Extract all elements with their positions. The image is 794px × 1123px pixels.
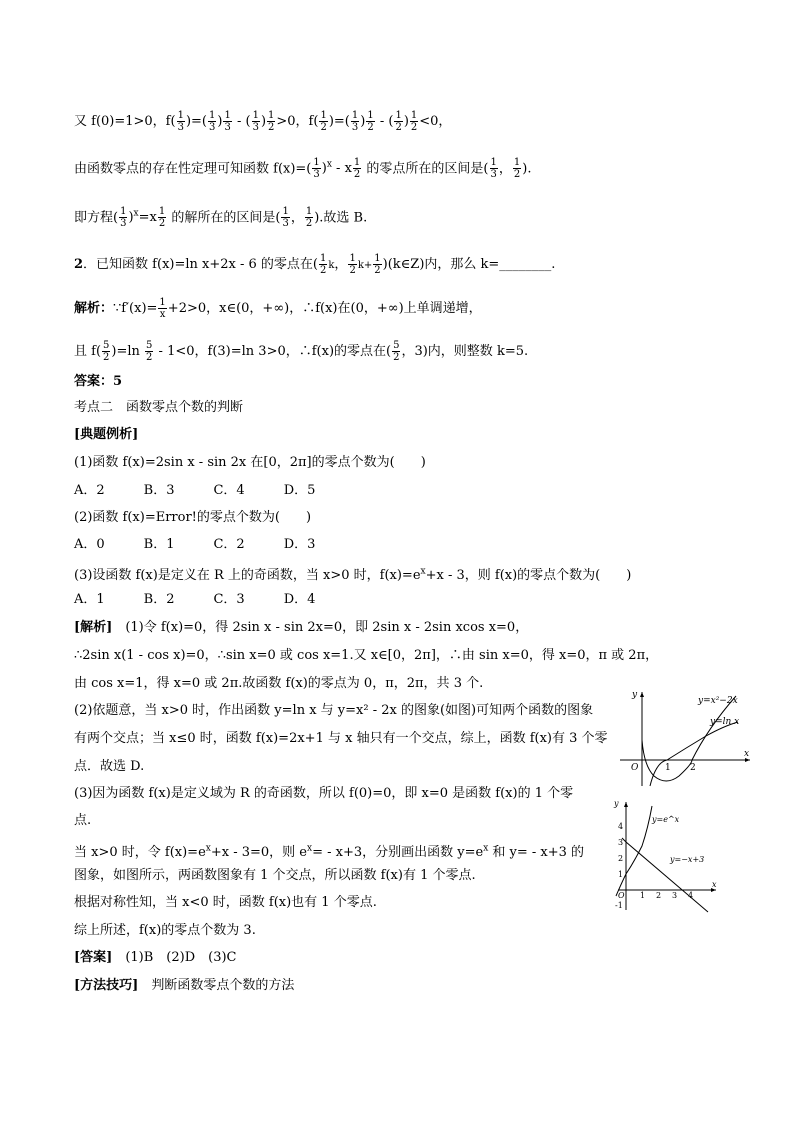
line-curve [626, 842, 708, 912]
ln-curve [650, 722, 738, 786]
text-line-3: 即方程( $\frac{1}{3}$ )$^x$=x $^{\frac{1}{2}}$ 的解所在的区间是( $\frac{1}{3}$ ， $\frac{1}{2}$ ).故选 B. [74, 206, 368, 230]
text-line-22: (3)因为函数 f(x)是定义域为 R 的奇函数，所以 f(0)=0，即 x=0 是函数 f(x)的 1 个零 [74, 786, 574, 801]
figure-exp-line [612, 800, 722, 915]
fig1-tick-1: 1 [665, 763, 671, 773]
text-line-28: [答案] (1)B (2)D (3)C [74, 950, 237, 965]
fig2-origin-label: O [618, 891, 625, 900]
text-line-25: 图象，如图所示，两函数图象有 1 个交点，所以函数 f(x)有 1 个零点. [74, 868, 476, 883]
fig1-y-label: y [632, 690, 638, 700]
fig2-xtick-2: 2 [656, 891, 662, 900]
fig2-exp-label: y=e^x [652, 815, 680, 824]
fig2-xtick-4: 4 [688, 891, 694, 900]
text-line-15: A．1 B．2 C．3 D．4 [74, 592, 316, 607]
text-line-4: 2．已知函数 f(x)=ln x+2x - 6 的零点在( $\frac{1}{2}$ k， $\frac{1}{2}$ k+ $\frac{1}{2}$ )(k∈Z)内，那么 k=________. [74, 253, 556, 276]
fig1-tick-2: 2 [690, 763, 696, 773]
fig2-ytick-3: 3 [618, 838, 624, 847]
exp-curve [616, 806, 652, 896]
fig1-x-label: x [744, 749, 750, 759]
text-line-11: A．2 B．3 C．4 D．5 [74, 483, 316, 498]
text-line-9: [典题例析] [74, 427, 139, 442]
text-line-10: (1)函数 f(x)=2sin x - sin 2x 在[0，2π]的零点个数为( ) [74, 455, 426, 470]
fig2-x-label: x [712, 880, 717, 889]
text-line-24: 当 x>0 时，令 $f(x)=e^x+x - 3=0$，则 $e^x= - x+3$，分别画出函数 $y=e^x$ 和 y= - x+3 的 [74, 844, 585, 861]
text-line-7: 答案：5 [74, 374, 123, 389]
text-line-23: 点. [74, 813, 92, 828]
fig2-xtick-1: 1 [640, 891, 646, 900]
text-line-17: ∴2sin x(1 - cos x)=0，∴sin x=0 或 cos x=1.又 x∈[0，2π]，∴由 sin x=0，得 x=0，π 或 2π， [74, 648, 659, 663]
line1-part-b: )=( [185, 114, 207, 129]
fig2-ytick-1: 1 [618, 870, 624, 879]
fig1-origin-label: O [631, 763, 639, 773]
text-line-26: 根据对称性知，当 x<0 时，函数 f(x)也有 1 个零点. [74, 895, 377, 910]
parabola-curve [642, 696, 736, 781]
fig1-quad-label: y=x²−2x [698, 696, 738, 706]
text-line-19: (2)依题意，当 x>0 时，作出函数 y=ln x 与 y=x² - 2x 的图象(如图)可知两个函数的图象 [74, 703, 594, 718]
text-line-18: 由 cos x=1，得 x=0 或 2π.故函数 f(x)的零点为 0，π，2π，共 3 个. [74, 676, 484, 691]
fig2-ytick-4: 4 [618, 822, 624, 831]
text-line-27: 综上所述，f(x)的零点个数为 3. [74, 923, 256, 938]
fig1-ln-label: y=ln x [710, 717, 740, 727]
fig2-y-label: y [614, 800, 619, 808]
fig2-ytick-neg1: -1 [615, 901, 623, 910]
text-line-6: 且 f( $\frac{5}{2}$ )=ln $\frac{5}{2}$ - 1<0，f(3)=ln 3>0，∴f(x)的零点在( $\frac{5}{2}$ ，3)内，则整数 k=5. [74, 340, 529, 363]
text-line-8: 考点二 函数零点个数的判断 [74, 400, 244, 415]
text-line-14: (3)设函数 f(x)是定义在 R 上的奇函数，当 x>0 时，$f(x)=e^x+x - 3$，则 f(x)的零点个数为( ) [74, 567, 632, 584]
text-line-12: (2)函数 f(x)=Error!的零点个数为( ) [74, 510, 312, 525]
figure-lnx-parabola [616, 688, 756, 788]
fig2-ytick-2: 2 [618, 854, 624, 863]
text-line-13: A．0 B．1 C．2 D．3 [74, 537, 316, 552]
text-line-21: 点．故选 D. [74, 759, 145, 774]
text-line-29: [方法技巧] 判断函数零点个数的方法 [74, 978, 295, 993]
text-line-5: 解析：∵f′(x)= $\frac{1}{x}$ +2>0，x∈(0，+∞)，∴f(x)在(0，+∞)上单调递增， [74, 297, 482, 320]
line1-part-a: 又 f(0)=1>0，f( [74, 114, 176, 129]
text-line-1: 又 f(0)=1>0，f( $\frac{1}{3}$ )=( $\frac{1}{3}$ ) $^{\frac{1}{3}}$ - ( $\frac{1}{3}$ ) $^{\frac{1}{2}}$ >0，f( $\frac{1}{2}$ )=( $\frac{1}{3}$ ) $^{\frac{1}{2}}$ - ( $\frac{1}{2}$ ) $^{\frac{1}{2}}$ <0， [74, 110, 452, 133]
text-line-16: [解析] (1)令 f(x)=0，得 2sin x - sin 2x=0，即 2sin x - 2sin xcos x=0， [74, 620, 529, 635]
text-line-20: 有两个交点；当 x≤0 时，函数 f(x)=2x+1 与 x 轴只有一个交点，综上，函数 f(x)有 3 个零 [74, 731, 608, 746]
text-line-2: 由函数零点的存在性定理可知函数 f(x)=( $\frac{1}{3}$ )$^x$ - x $^{\frac{1}{2}}$ 的零点所在的区间是( $\frac{1}{3}$ ， $\frac{1}{2}$ ). [74, 157, 532, 181]
fig2-xtick-3: 3 [672, 891, 678, 900]
fig2-line-label: y=−x+3 [670, 855, 705, 864]
